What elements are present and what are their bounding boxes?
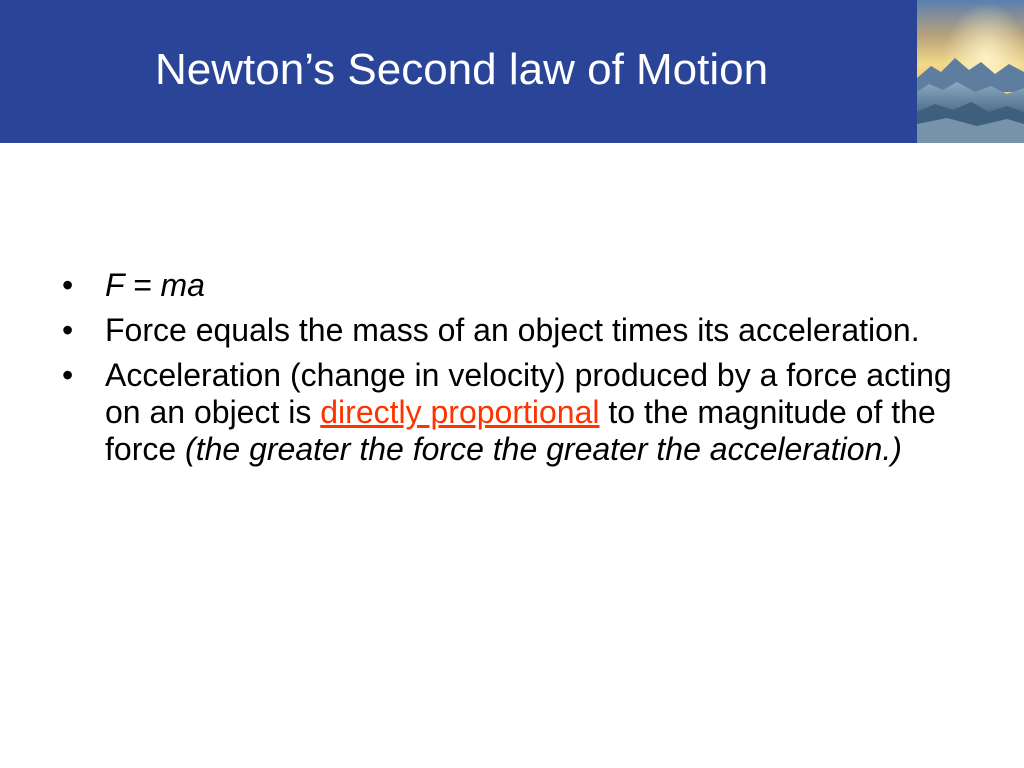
mountain-sunrise-image — [917, 0, 1024, 143]
slide-title: Newton’s Second law of Motion — [155, 45, 769, 94]
bullet-list — [62, 267, 962, 476]
bullet-definition — [62, 312, 962, 349]
proportionality-text-middle: to the magnitude of the force — [105, 394, 936, 467]
proportionality-italic-note: (the greater the force the greater the acceleration.) — [185, 431, 902, 467]
proportionality-text-start: Acceleration (change in velocity) produced by a force acting on an object is — [105, 357, 952, 430]
formula-text: F = ma — [105, 267, 205, 303]
definition-text: Force equals the mass of an object times its acceleration. — [105, 312, 920, 348]
directly-proportional-link[interactable]: directly proportional — [320, 394, 600, 430]
bullet-formula — [62, 267, 962, 304]
mountain-landscape-icon — [917, 0, 1024, 143]
title-bar — [0, 0, 917, 143]
bullet-dot: • — [62, 267, 74, 303]
bullet-dot: • — [62, 357, 74, 393]
bullet-proportionality — [62, 357, 962, 468]
bullet-dot: • — [62, 312, 74, 348]
